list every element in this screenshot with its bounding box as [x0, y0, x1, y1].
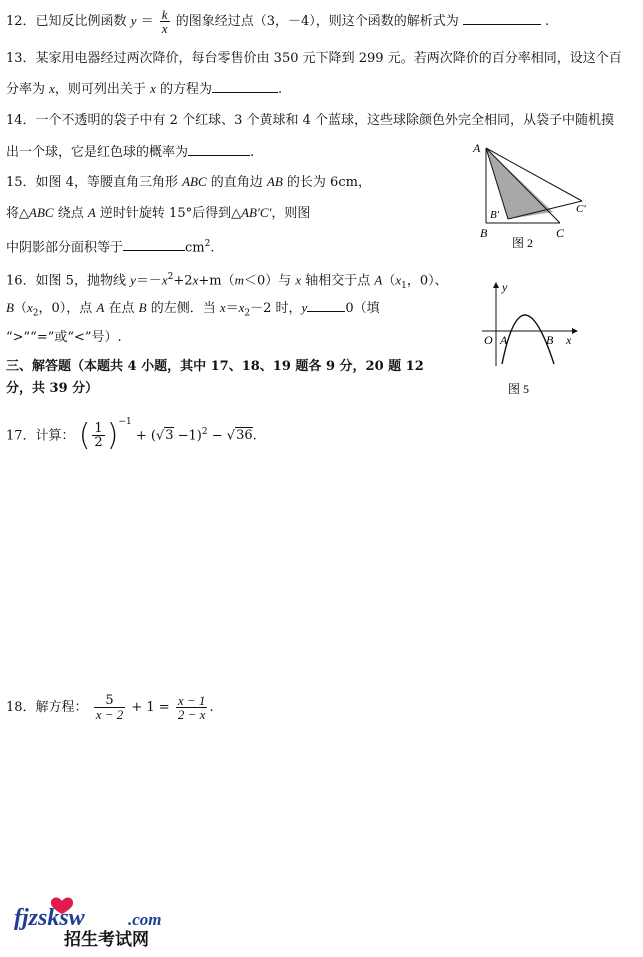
logo-tld: .com	[128, 910, 162, 929]
section-3-heading-line-2: 分，共 39 分）	[6, 381, 99, 396]
label-B: B	[480, 226, 488, 240]
label-B: B	[546, 333, 554, 347]
section-3-heading-line-1: 三、解答题（本题共 4 小题，其中 17、18、19 题各 9 分，20 题 12	[6, 359, 424, 374]
answer-blank-13[interactable]	[212, 80, 278, 93]
figure-2	[468, 140, 598, 255]
label-A: A	[500, 333, 508, 347]
question-15-line-1: 15．如图 4，等腰直角三角形 ABC 的直角边 AB 的长为 6cm，	[6, 174, 371, 190]
fraction-one-half: $\frac{1}{2}$	[94, 421, 103, 451]
question-14-line-2: 出一个球，它是红色球的概率为 .	[6, 145, 255, 160]
question-16-line-1: 16．如图 5，抛物线 $y=-x^2+2x+m(m<0)$与 x 轴相交于点 $A(x_1$，0）、	[6, 272, 448, 291]
question-15-line-3: 中阴影部分面积等于 $cm^2$.	[6, 239, 215, 256]
logo-tagline: 招生考试网	[64, 930, 149, 949]
answer-blank-14[interactable]	[188, 143, 250, 156]
var-y: y	[130, 13, 137, 28]
question-14-line-1: 14．一个不透明的袋子中有 2 个红球、3 个黄球和 4 个蓝球，这些球除颜色外完全相同，从袋子中随机摸	[6, 113, 615, 128]
figure-5	[478, 276, 588, 401]
label-Cp: C′	[576, 203, 586, 215]
question-13-line-1: 13．某家用电器经过两次降价，每台零售价由 350 元下降到 299 元。若两次降价的百分率相同，设这个百	[6, 51, 622, 66]
question-17: 17．计算： ( $\frac{1}{2}$ )$^{-1} + (√3 -1)^2 - √36$.	[6, 417, 257, 453]
label-O: O	[484, 333, 493, 347]
label-x: x	[566, 333, 572, 347]
question-16-line-2: $B(x_2$，0），点 A 在点 B 的左侧．当 $x=x_2-2$ 时，y 0（填	[6, 300, 380, 319]
figure-2-caption: 图 2	[512, 236, 534, 250]
label-Bp: B′	[490, 209, 500, 221]
label-y: y	[502, 280, 508, 294]
site-logo	[12, 895, 182, 950]
question-12: 12．已知反比例函数 y ＝ $\frac{k}{x}$ 的图象经过点（3，－4），则这个函数的解析式为 .	[6, 7, 550, 36]
answer-blank-12[interactable]	[463, 12, 541, 25]
answer-blank-16[interactable]	[307, 299, 345, 312]
logo-brand: fjzsksw	[14, 905, 85, 931]
fraction-x-minus-1-over-2-minus-x: $\frac{x - 1}{2 - x}$	[177, 693, 206, 722]
question-18: 18．解方程： $\frac{5}{x - 2}$ + 1 = $\frac{x - 1}{2 - x}$ .	[6, 693, 214, 722]
question-16-line-3: “>”“=”或“<”号）.	[6, 330, 122, 345]
x-axis-arrow	[572, 328, 578, 334]
figure-5-caption: 图 5	[508, 382, 530, 396]
fraction-5-over-x-minus-2: $\frac{5}{x - 2}$	[95, 693, 124, 722]
label-A: A	[473, 141, 481, 155]
y-axis-arrow	[493, 282, 499, 288]
question-13-line-2: 分率为 x，则可列出关于 x 的方程为 .	[6, 81, 283, 97]
fraction-k-over-x: $\frac{k}{x}$	[161, 7, 168, 36]
answer-blank-15[interactable]	[123, 238, 185, 251]
question-15-line-2: 将△ABC 绕点 A 逆时针旋转 15°后得到△AB′C′，则图	[6, 205, 311, 221]
label-C: C	[556, 226, 565, 240]
